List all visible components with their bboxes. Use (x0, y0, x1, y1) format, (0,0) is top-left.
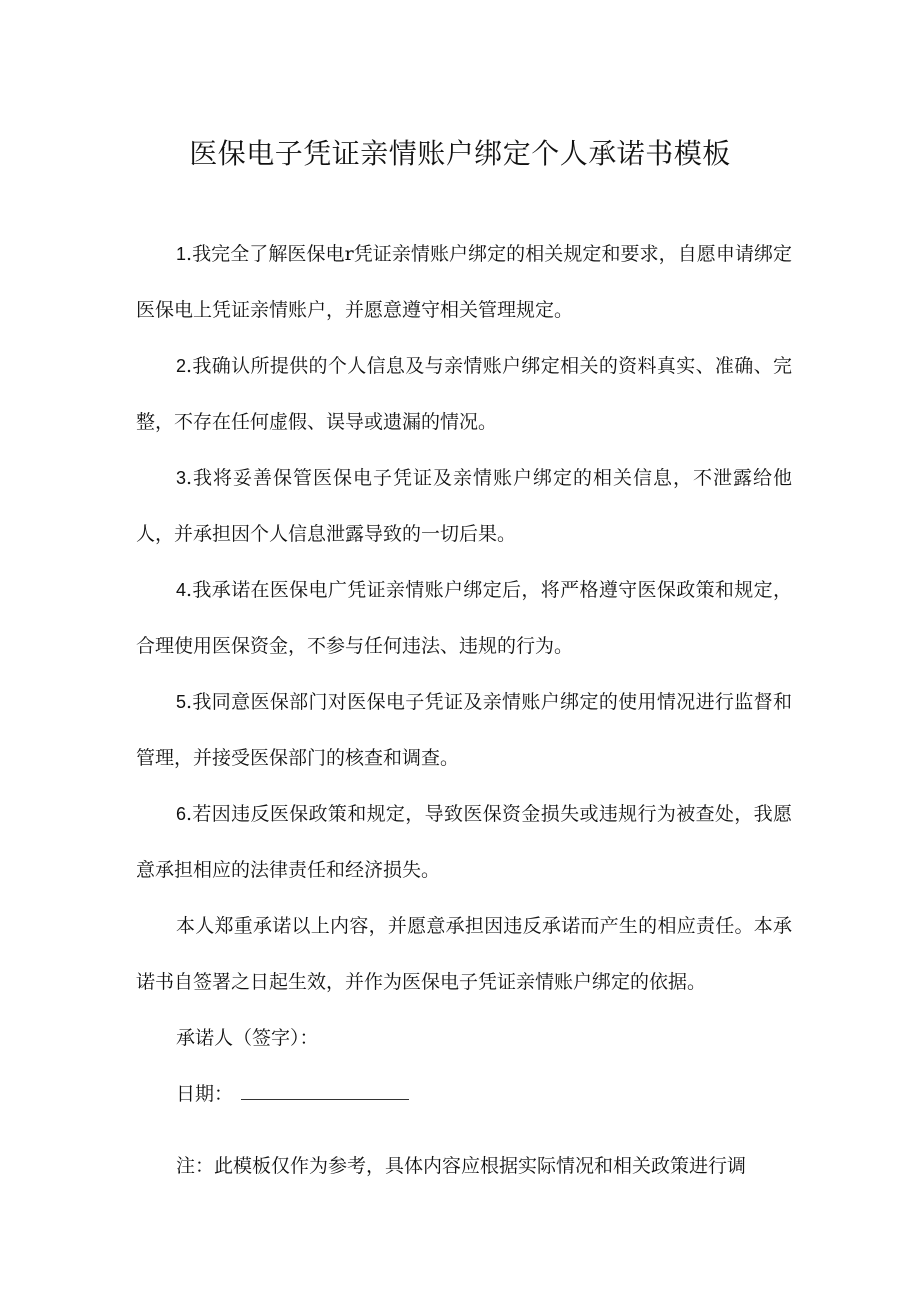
clause-number: 4 (176, 580, 187, 600)
clause-text: .若因违反医保政策和规定，导致医保资金损失或违规行为被查处，我愿意承担相应的法律责任和经济损失。 (136, 803, 792, 881)
clause-number: 1 (176, 244, 187, 264)
date-row (136, 1066, 792, 1122)
signer-line (136, 1010, 792, 1066)
clause-number: 2 (176, 356, 187, 376)
clause-text: .我确认所提供的个人信息及与亲情账户绑定相关的资料真实、准确、完整，不存在任何虚假、误导或遗漏的情况。 (136, 355, 792, 433)
clause-6 (136, 786, 792, 898)
closing-statement: 本人郑重承诺以上内容，并愿意承担因违反承诺而产生的相应责任。本承诺书自签署之日起生效，并作为医保电子凭证亲情账户绑定的依据。 (136, 915, 792, 993)
clause-number: 6 (176, 804, 187, 824)
signer-label: 承诺人（签字）： (176, 1027, 319, 1049)
clause-text: .我同意医保部门对医保电子凭证及亲情账户绑定的使用情况进行监督和管理，并接受医保部门的核查和调查。 (136, 691, 792, 769)
clause-5 (136, 674, 792, 786)
clause-2 (136, 338, 792, 450)
clause-number: 5 (176, 692, 187, 712)
date-blank-line (241, 1085, 409, 1100)
clause-3 (136, 450, 792, 562)
clause-1 (136, 226, 792, 338)
clause-number: 3 (176, 468, 187, 488)
page-title: 医保电子凭证亲情账户绑定个人承诺书模板 (189, 137, 731, 170)
clause-text: .我承诺在医保电广凭证亲情账户绑定后，将严格遵守医保政策和规定，合理使用医保资金，不参与任何违法、违规的行为。 (136, 579, 792, 657)
template-note: 注：此模板仅作为参考，具体内容应根据实际情况和相关政策进行调 (176, 1155, 747, 1177)
document-body (136, 226, 792, 1194)
clause-4 (136, 562, 792, 674)
clause-text: .我将妥善保管医保电子凭证及亲情账户绑定的相关信息，不泄露给他人，并承担因个人信息泄露导致的一切后果。 (136, 467, 792, 545)
clause-text: .我完全了解医保电r凭证亲情账户绑定的相关规定和要求，自愿申请绑定医保电上凭证亲情账户，并愿意遵守相关管理规定。 (136, 243, 792, 321)
date-label: 日期： (176, 1083, 234, 1105)
